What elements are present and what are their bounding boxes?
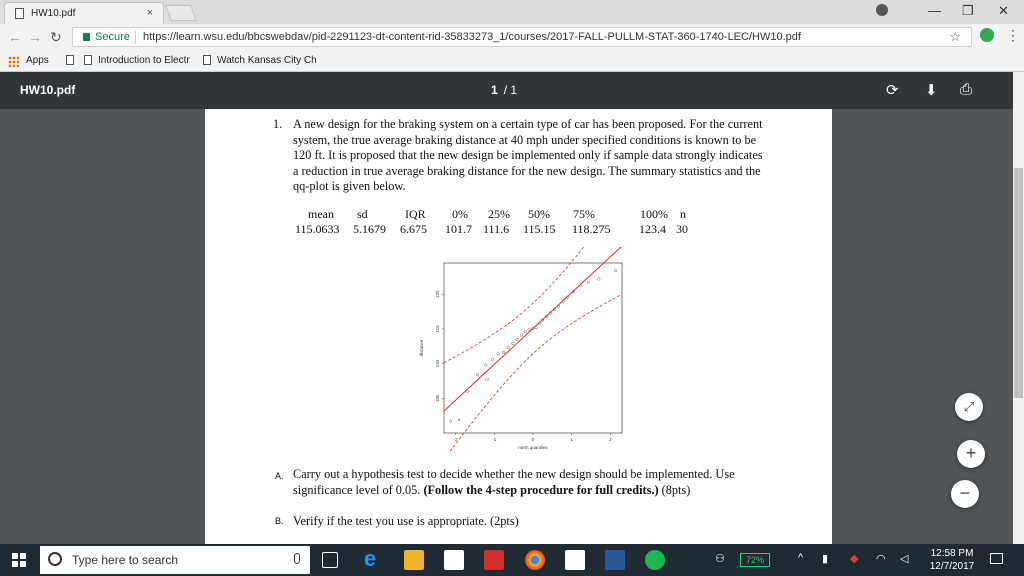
print-icon[interactable]: ⎙ bbox=[960, 81, 973, 98]
edge-icon[interactable]: e bbox=[364, 546, 377, 571]
tab-title: HW10.pdf bbox=[31, 8, 76, 19]
zoom-in-button[interactable]: + bbox=[957, 440, 985, 468]
x-tick-label: 1 bbox=[570, 437, 573, 442]
x-axis-label: norm quantiles bbox=[518, 445, 548, 450]
y-tick-label: 110 bbox=[435, 360, 440, 368]
close-window-button[interactable]: ✕ bbox=[998, 3, 1009, 18]
address-separator bbox=[135, 31, 136, 44]
total-pages: / 1 bbox=[503, 83, 518, 97]
x-tick-label: 2 bbox=[609, 437, 612, 442]
bookmarks-bar bbox=[0, 50, 1024, 72]
stat-header: 100% bbox=[640, 207, 668, 221]
chrome-menu-icon[interactable]: ⋮ bbox=[1006, 27, 1020, 43]
task-view-icon[interactable] bbox=[322, 552, 338, 568]
system-clock[interactable] bbox=[922, 547, 982, 573]
bookmark-blank[interactable] bbox=[66, 55, 80, 66]
current-page[interactable]: 1 bbox=[491, 83, 498, 97]
pdf-title: HW10.pdf bbox=[20, 83, 76, 97]
stat-value: 6.675 bbox=[400, 222, 427, 236]
pdf-toolbar bbox=[0, 72, 1024, 109]
word-icon[interactable] bbox=[605, 550, 625, 570]
stat-value: 5.1679 bbox=[353, 222, 386, 236]
stat-value: 123.4 bbox=[639, 222, 666, 236]
stat-header: mean bbox=[308, 207, 334, 221]
chevron-up-icon[interactable]: ^ bbox=[798, 552, 804, 564]
point-label: 12 bbox=[484, 376, 490, 382]
mail-icon[interactable] bbox=[565, 550, 585, 570]
volume-icon[interactable]: ◁ bbox=[900, 553, 909, 565]
part-b-text: Verify if the test you use is appropriate. (2pts) bbox=[293, 514, 519, 528]
clock-date: 12/7/2017 bbox=[929, 561, 975, 572]
y-axis-label: distance bbox=[419, 339, 424, 357]
url-text[interactable]: https://learn.wsu.edu/bbcswebdav/pid-2291123-dt-content-rid-35833273_1/courses/2017-FALL-PULLM-STAT-360-1740-LEC/HW10.pdf bbox=[143, 31, 801, 43]
action-center-icon[interactable] bbox=[990, 553, 1003, 564]
fit-page-button[interactable]: ⤢ bbox=[955, 393, 983, 421]
part-b-label: B. bbox=[275, 516, 284, 526]
chrome-icon[interactable] bbox=[525, 550, 545, 570]
maximize-button[interactable]: ❐ bbox=[962, 3, 974, 18]
vertical-scrollbar[interactable] bbox=[1013, 72, 1024, 544]
qq-plot bbox=[410, 247, 625, 452]
rotate-icon[interactable]: ⟳ bbox=[886, 82, 899, 99]
question-number: 1. bbox=[273, 117, 283, 131]
stat-value: 115.0633 bbox=[295, 222, 340, 236]
part-a-text: Carry out a hypothesis test to decide whether the new design should be implemented. Use significance level of 0.05. bbox=[293, 467, 735, 497]
stat-value: 101.7 bbox=[445, 222, 472, 236]
page-indicator bbox=[491, 83, 517, 97]
search-placeholder: Type here to search bbox=[72, 553, 179, 567]
stat-header: 25% bbox=[488, 207, 510, 221]
stat-header: n bbox=[680, 207, 686, 221]
cortana-icon bbox=[48, 552, 62, 566]
shield-extension-icon[interactable] bbox=[980, 28, 994, 42]
browser-tab[interactable] bbox=[4, 2, 164, 24]
new-tab-button[interactable] bbox=[165, 5, 197, 21]
bookmark-introduction[interactable] bbox=[84, 55, 190, 66]
stat-header: 50% bbox=[528, 207, 550, 221]
part-a bbox=[275, 467, 763, 498]
pdf-viewport[interactable] bbox=[0, 109, 1013, 544]
x-tick-label: 0 bbox=[531, 437, 535, 442]
navigation-bar bbox=[0, 24, 1024, 50]
stat-value: 30 bbox=[676, 222, 688, 236]
store-icon[interactable] bbox=[444, 550, 464, 570]
apps-grid-icon bbox=[8, 56, 19, 67]
taskbar-search[interactable] bbox=[40, 546, 310, 574]
bookmark-label: Watch Kansas City Ch bbox=[217, 55, 317, 66]
download-icon[interactable]: ⬇ bbox=[925, 82, 938, 99]
x-axis-ticks bbox=[454, 433, 613, 442]
page-icon bbox=[66, 55, 74, 65]
bookmark-watch-kansas[interactable] bbox=[203, 55, 317, 66]
pdf-page bbox=[205, 109, 832, 544]
stat-header: IQR bbox=[405, 207, 426, 221]
part-a-points: (8pts) bbox=[658, 482, 691, 497]
battery-tray-icon[interactable]: ▮ bbox=[822, 553, 829, 565]
y-tick-label: 120 bbox=[435, 290, 440, 298]
document-icon bbox=[15, 8, 24, 19]
part-a-label: A. bbox=[275, 471, 284, 481]
bookmark-star-icon[interactable]: ☆ bbox=[949, 29, 961, 44]
bookmark-label: Introduction to Electr bbox=[98, 55, 190, 66]
tab-strip bbox=[0, 0, 1024, 24]
stat-header: 0% bbox=[452, 207, 468, 221]
stat-header: sd bbox=[357, 207, 368, 221]
page-icon bbox=[203, 55, 211, 65]
stat-value: 111.6 bbox=[483, 222, 510, 236]
x-tick-label: -1 bbox=[492, 437, 497, 442]
secure-label: Secure bbox=[95, 31, 130, 43]
point-label: 8 bbox=[457, 417, 460, 423]
x-tick-label: -2 bbox=[453, 437, 458, 442]
forward-arrow-icon[interactable]: → bbox=[28, 29, 42, 45]
wifi-icon[interactable]: ◠ bbox=[876, 553, 886, 565]
scrollbar-thumb[interactable] bbox=[1014, 168, 1023, 398]
reload-icon[interactable]: ↻ bbox=[50, 29, 62, 45]
profile-icon[interactable] bbox=[876, 4, 888, 16]
question-text: A new design for the braking system on a certain type of car has been proposed. For the current system, the true average braking distance at 40 mph under specified conditions is known to be 120 ft. It is proposed that the new design be implemented only if sample data strongly indicates a reduction in true average braking distance for the new design. The summary statistics and the qq-plot is given below. bbox=[293, 117, 763, 193]
windows-taskbar bbox=[0, 544, 1024, 576]
stat-header: 75% bbox=[573, 207, 595, 221]
stat-value: 115.15 bbox=[523, 222, 556, 236]
red-app-icon[interactable] bbox=[484, 550, 504, 570]
file-explorer-icon[interactable] bbox=[404, 550, 424, 570]
y-axis-ticks bbox=[435, 290, 444, 402]
zoom-out-button[interactable]: − bbox=[951, 480, 979, 508]
tab-close-button[interactable]: × bbox=[146, 7, 153, 19]
part-a-bold-text: (Follow the 4-step procedure for full credits.) bbox=[423, 482, 659, 497]
acrobat-tray-icon[interactable]: ◆ bbox=[850, 553, 859, 565]
y-tick-label: 105 bbox=[435, 394, 440, 403]
microphone-icon[interactable] bbox=[294, 553, 300, 564]
minimize-button[interactable]: — bbox=[928, 3, 941, 18]
stat-value: 118.275 bbox=[572, 222, 611, 236]
address-bar[interactable] bbox=[72, 27, 972, 47]
lock-icon bbox=[83, 33, 90, 41]
part-b bbox=[275, 514, 763, 529]
spotify-icon[interactable] bbox=[645, 550, 665, 570]
page-icon bbox=[84, 55, 92, 65]
back-arrow-icon[interactable]: ← bbox=[8, 29, 22, 45]
battery-indicator[interactable]: 72% bbox=[740, 553, 770, 567]
people-icon[interactable]: ⚇ bbox=[715, 553, 725, 565]
bookmark-apps[interactable]: Apps bbox=[26, 55, 49, 66]
windows-start-icon[interactable] bbox=[12, 553, 26, 567]
clock-time: 12:58 PM bbox=[930, 548, 974, 559]
y-tick-label: 115 bbox=[435, 325, 440, 333]
